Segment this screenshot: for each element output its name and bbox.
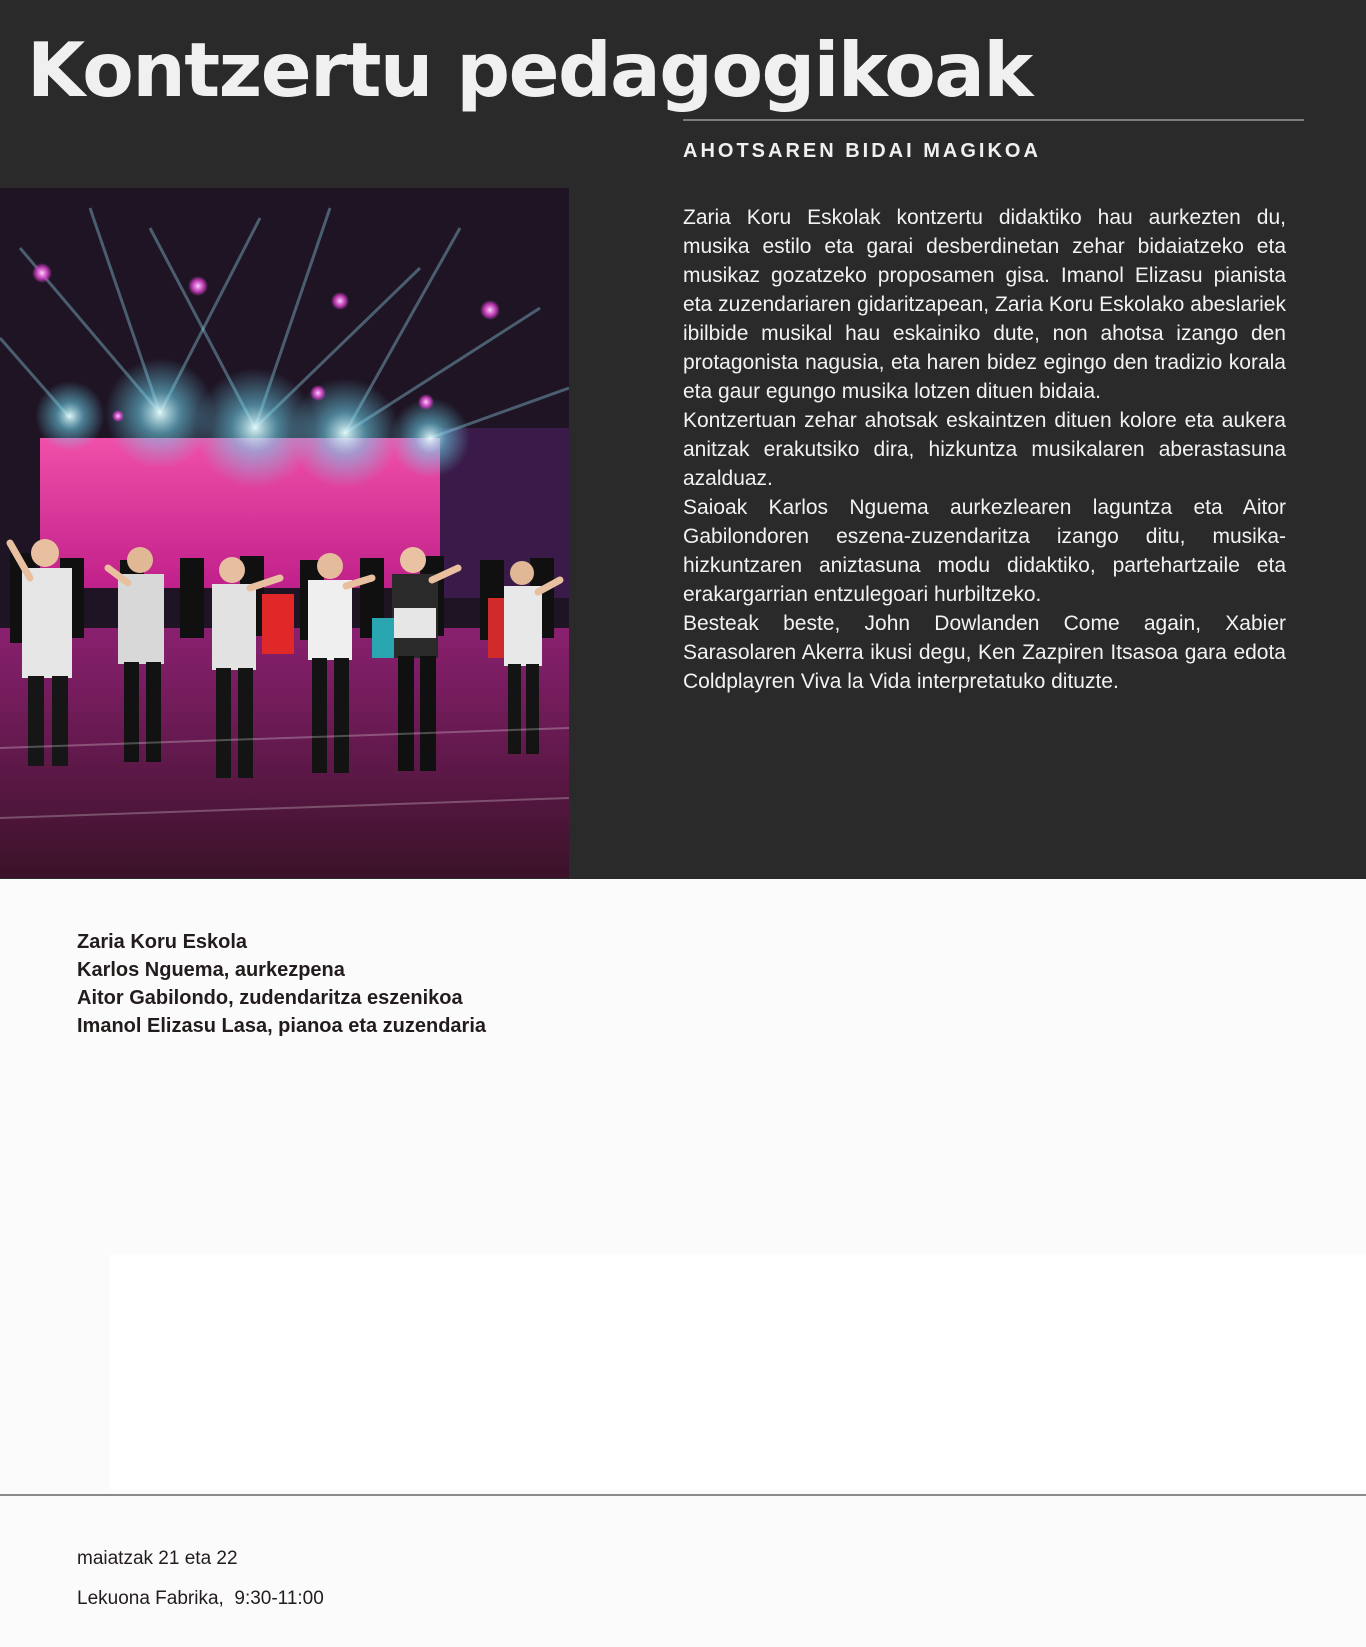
credit-line: Imanol Elizasu Lasa, pianoa eta zuzendaria (77, 1015, 487, 1037)
section-heading: AHOTSAREN BIDAI MAGIKOA (683, 140, 1041, 162)
description-paragraph: Kontzertuan zehar ahotsak eskaintzen dituen kolore eta aukera anitzak erakutsiko dira, hizkuntza musikalaren aberastasuna azalduaz. (683, 409, 1286, 490)
concert-stage-image (0, 188, 569, 878)
event-date: maiatzak 21 eta 22 (77, 1548, 238, 1569)
concert-photo (0, 188, 569, 878)
credit-line: Aitor Gabilondo, zudendaritza eszenikoa (77, 987, 463, 1009)
description-text (683, 203, 1286, 696)
credit-line: Zaria Koru Eskola (77, 931, 248, 953)
credits-list (77, 928, 486, 1040)
credit-line: Karlos Nguema, aurkezpena (77, 959, 345, 981)
title-divider (683, 119, 1304, 121)
page-title: Kontzertu pedagogikoak (27, 26, 1032, 114)
description-paragraph: Saioak Karlos Nguema aurkezlearen laguntza eta Aitor Gabilondoren eszena-zuzendaritza izango ditu, musika-hizkuntzaren aniztasuna modu didaktiko, partehartzaile eta erakargarrian entzulegoari hurbiltzeko. (683, 496, 1286, 606)
footer-divider (0, 1494, 1366, 1496)
blank-panel (110, 1254, 1366, 1489)
description-paragraph: Zaria Koru Eskolak kontzertu didaktiko hau aurkezten du, musika estilo eta garai desberdinetan zehar bidaiatzeko eta musikaz gozatzeko proposamen gisa. Imanol Elizasu pianista eta zuzendariaren gidaritzapean, Zaria Koru Eskolako abeslariek ibilbide musikal hau eskainiko dute, non ahotsa izango den protagonista nagusia, eta haren bidez egingo den tradizio korala eta gaur egungo musika lotzen dituen bidaia. (683, 206, 1286, 403)
description-paragraph: Besteak beste, John Dowlanden Come again, Xabier Sarasolaren Akerra ikusi degu, Ken Zazpiren Itsasoa gara edota Coldplayren Viva la Vida interpretatuko dituzte. (683, 612, 1286, 693)
event-place-time: Lekuona Fabrika, 9:30-11:00 (77, 1588, 324, 1609)
